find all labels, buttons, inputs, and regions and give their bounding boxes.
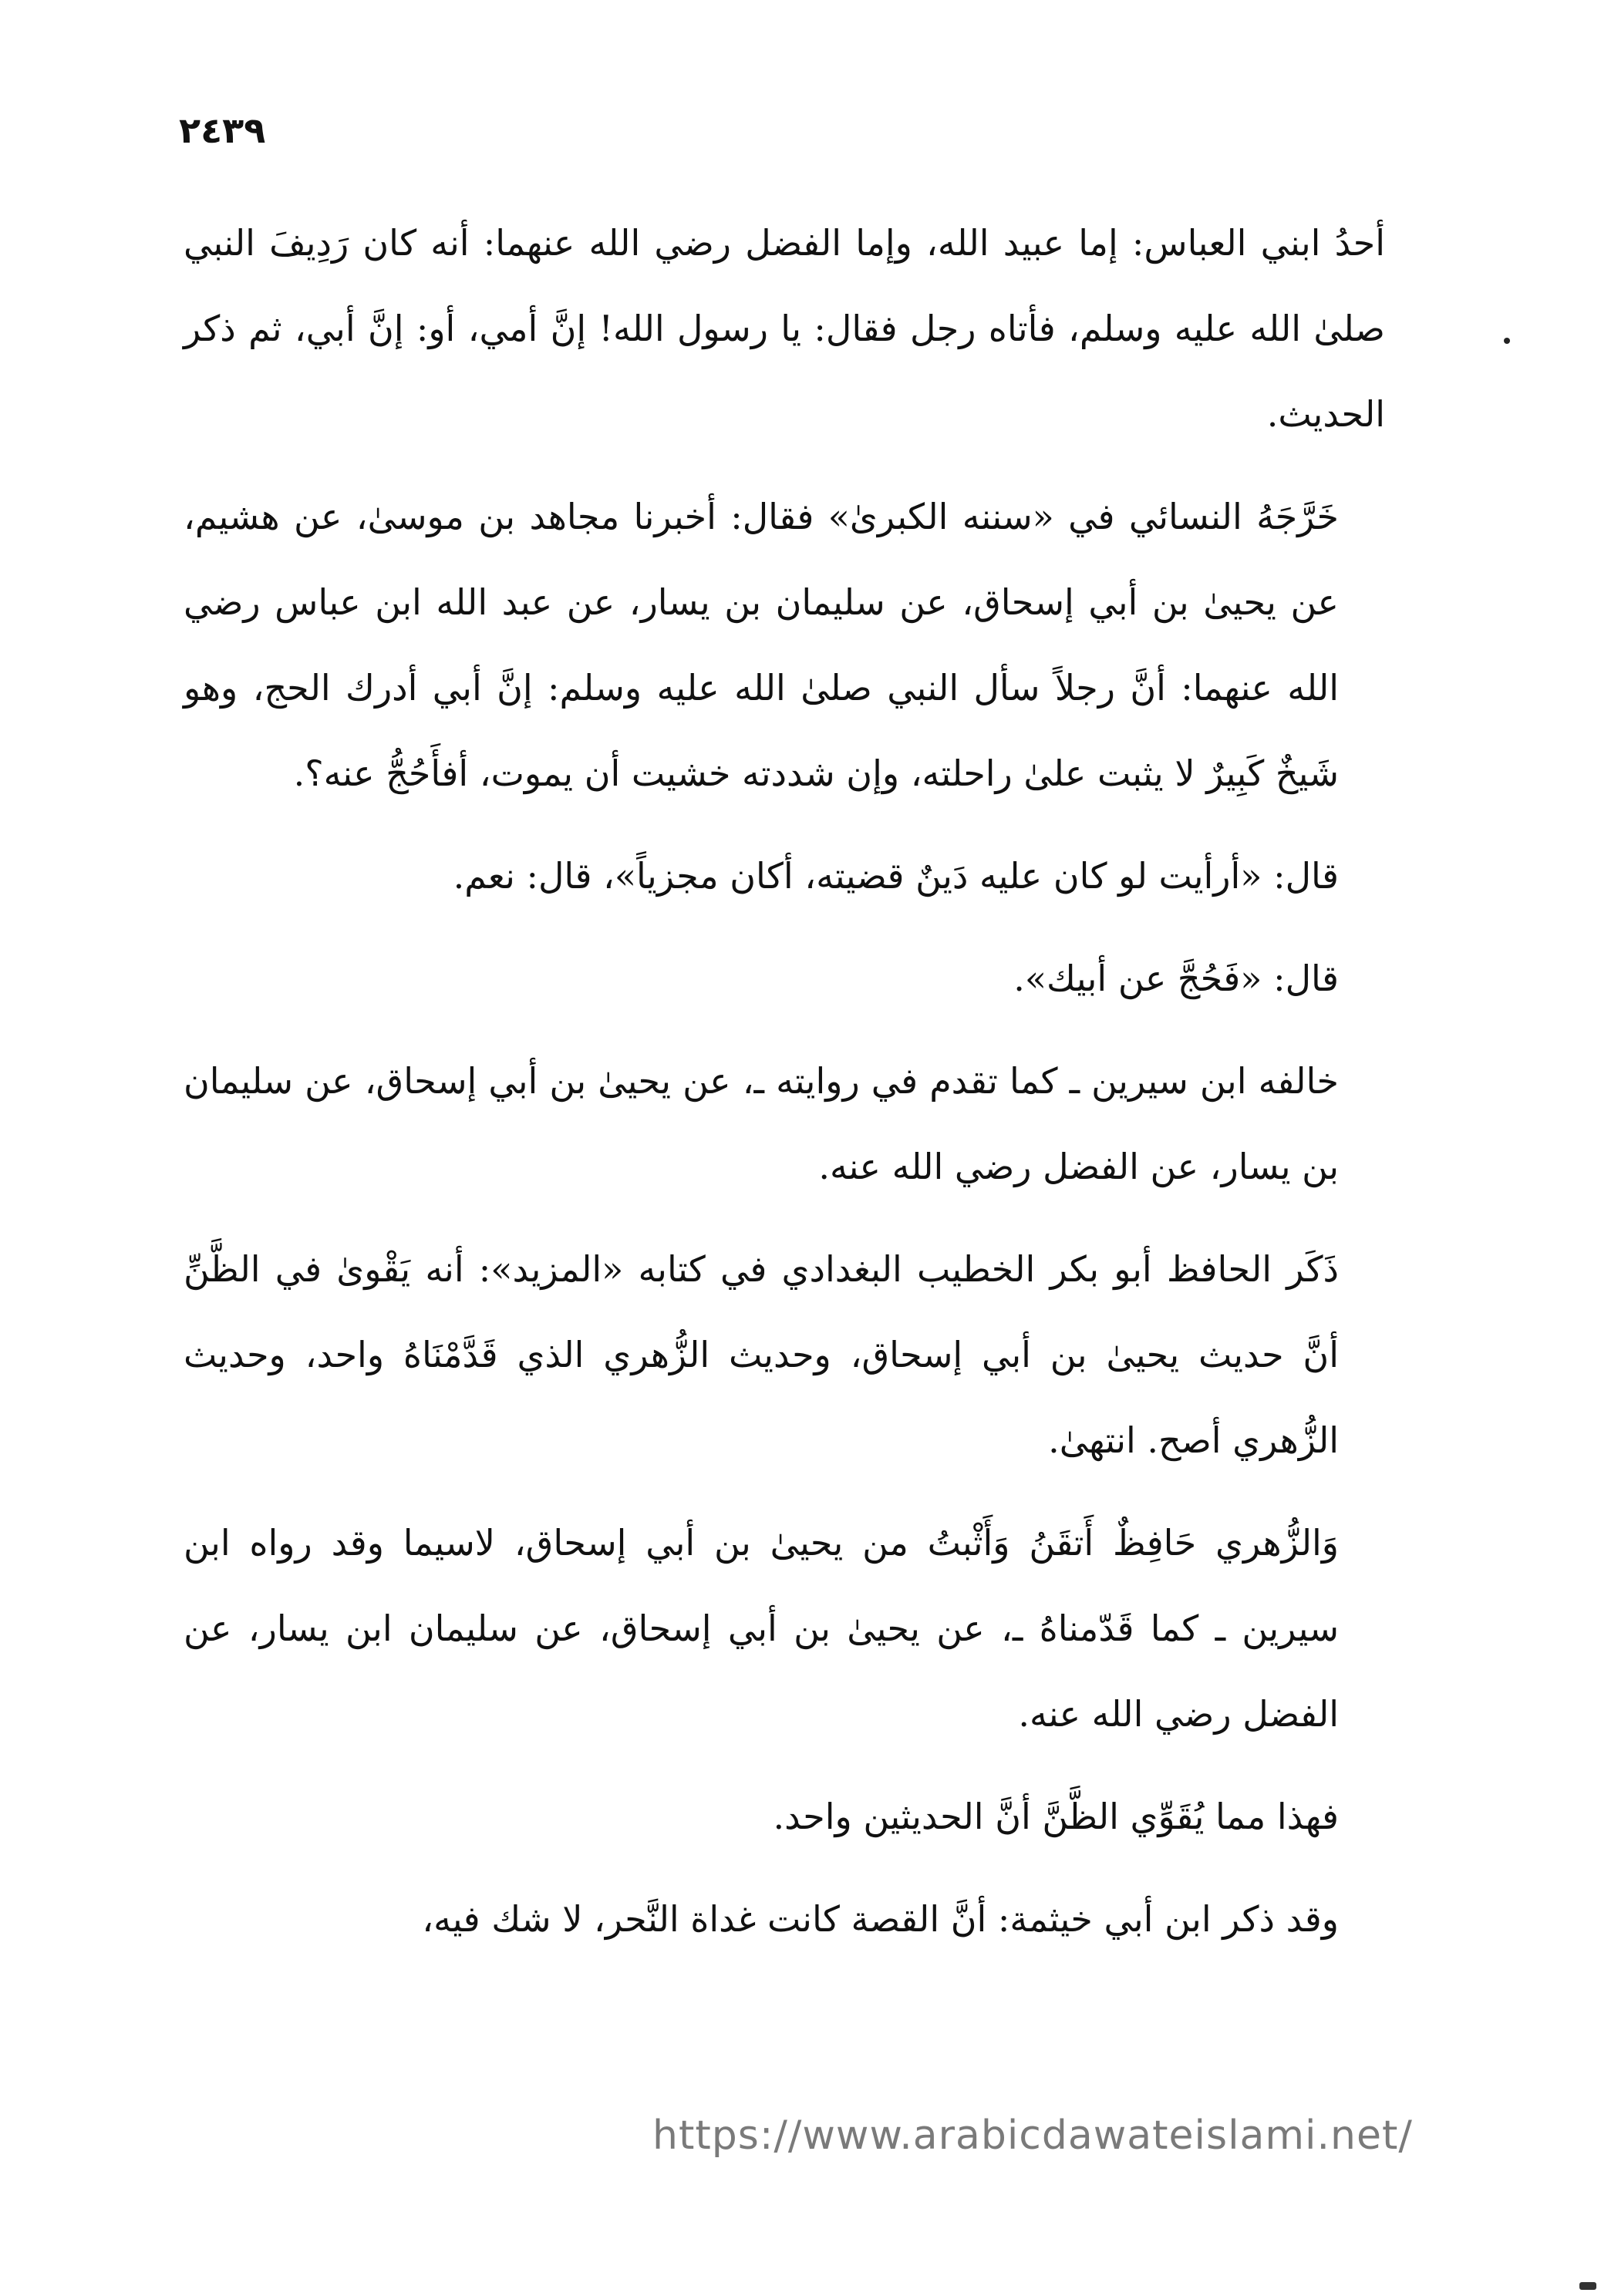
paragraph-2: خَرَّجَهُ النسائي في «سننه الكبرىٰ» فقال: أخبرنا مجاهد بن موسىٰ، عن هشيم، عن يحيىٰ بن أبي إسحاق، عن سليمان بن يسار، عن عبد الله ابن عباس رضي الله عنهما: أنَّ رجلاً سأل النبي صلىٰ الله عليه وسلم: إنَّ أبي أدرك الحج، وهو شَيخٌ كَبِيرٌ لا يثبت علىٰ راحلته، وإن شددته خشيت أن يموت، أفأَحُجُّ عنه؟. <box>184 496 1339 794</box>
page-body <box>184 200 1385 1962</box>
scan-speck <box>1504 338 1510 344</box>
page-number: ٢٤٣٩ <box>179 109 266 151</box>
paragraph-7: وَالزُّهري حَافِظٌ أَتقَنُ وَأَثْبتُ من يحيىٰ بن أبي إسحاق، لاسيما وقد رواه ابن سيرين ـ كما قَدّمناهُ ـ، عن يحيىٰ بن أبي إسحاق، عن سليمان ابن يسار، عن الفضل رضي الله عنه. <box>184 1522 1339 1735</box>
paragraph-5: خالفه ابن سيرين ـ كما تقدم في روايته ـ، عن يحيىٰ بن أبي إسحاق، عن سليمان بن يسار، عن الفضل رضي الله عنه. <box>184 1060 1339 1187</box>
paragraph-4: قال: «فَحُجَّ عن أبيك». <box>1013 958 1339 999</box>
paragraph-9: وقد ذكر ابن أبي خيثمة: أنَّ القصة كانت غداة النَّحر، لا شك فيه، <box>422 1898 1339 1940</box>
watermark-url: https://www.arabicdawateislami.net/ <box>652 2113 1413 2159</box>
paragraph-3: قال: «أرأيت لو كان عليه دَينٌ قضيته، أكان مجزياً»، قال: نعم. <box>453 855 1339 897</box>
paragraph-6: ذَكَر الحافظ أبو بكر الخطيب البغدادي في كتابه «المزيد»: أنه يَقْوىٰ في الظَّنِّ أنَّ حديث يحيىٰ بن أبي إسحاق، وحديث الزُّهري الذي قَدَّمْنَاهُ واحد، وحديث الزُّهري أصح. انتهىٰ. <box>184 1248 1339 1461</box>
scan-edge-mark <box>1579 2282 1596 2290</box>
paragraph-8: فهذا مما يُقَوِّي الظَّنَّ أنَّ الحديثين واحد. <box>773 1796 1339 1837</box>
paragraph-1: أحدُ ابني العباس: إما عبيد الله، وإما الفضل رضي الله عنهما: أنه كان رَدِيفَ النبي صلىٰ الله عليه وسلم، فأتاه رجل فقال: يا رسول الله! إنَّ أمي، أو: إنَّ أبي، ثم ذكر الحديث. <box>184 222 1385 435</box>
